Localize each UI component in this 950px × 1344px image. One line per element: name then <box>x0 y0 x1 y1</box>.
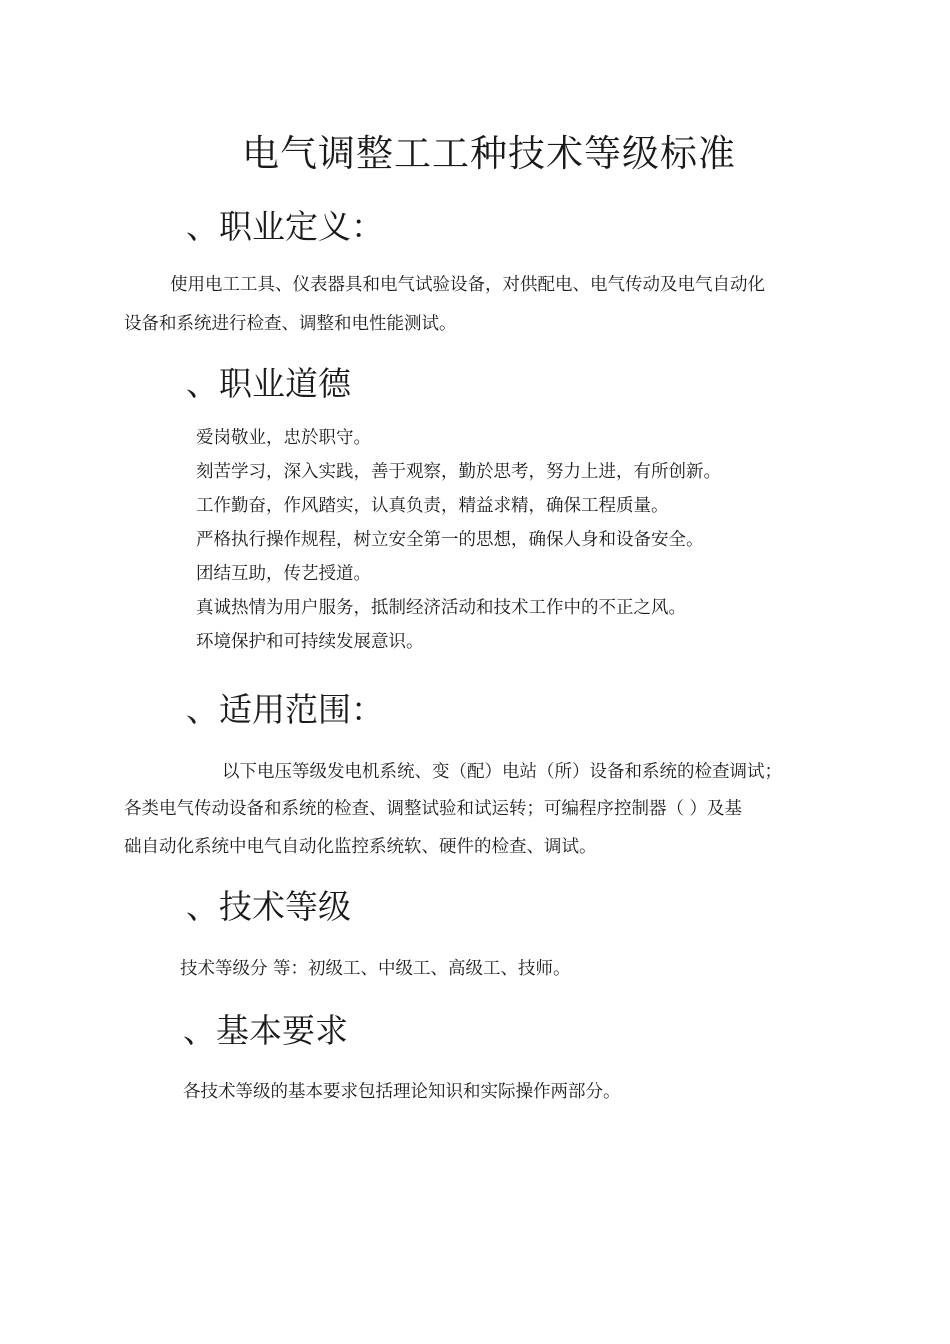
scope-line-1: 以下电压等级发电机系统、变（配）电站（所）设备和系统的检查调试； <box>222 762 782 782</box>
section-heading-definition: 、职业定义： <box>186 207 384 246</box>
grades-line-1: 技术等级分 等：初级工、中级工、高级工、技师。 <box>180 959 571 979</box>
requirements-line-1: 各技术等级的基本要求包括理论知识和实际操作两部分。 <box>183 1082 621 1102</box>
section-heading-ethics: 、职业道德 <box>186 364 351 403</box>
section-heading-grades: 、技术等级 <box>186 887 351 926</box>
ethics-item-3: 工作勤奋，作风踏实，认真负责，精益求精，确保工程质量。 <box>196 496 669 516</box>
ethics-item-5: 团结互助，传艺授道。 <box>196 564 371 584</box>
section-heading-requirements: 、基本要求 <box>183 1011 348 1050</box>
section-heading-scope: 、适用范围： <box>186 690 384 729</box>
scope-line-3: 础自动化系统中电气自动化监控系统软、硬件的检查、调试。 <box>124 837 597 857</box>
ethics-item-6: 真诚热情为用户服务，抵制经济活动和技术工作中的不正之风。 <box>196 598 686 618</box>
ethics-item-2: 刻苦学习，深入实践，善于观察，勤於思考，努力上进，有所创新。 <box>196 462 721 482</box>
definition-line-1: 使用电工工具、仪表器具和电气试验设备，对供配电、电气传动及电气自动化 <box>170 275 765 295</box>
ethics-item-4: 严格执行操作规程，树立安全第一的思想，确保人身和设备安全。 <box>196 530 704 550</box>
definition-line-2: 设备和系统进行检查、调整和电性能测试。 <box>124 314 457 334</box>
ethics-item-1: 爱岗敬业，忠於职守。 <box>196 428 371 448</box>
ethics-item-7: 环境保护和可持续发展意识。 <box>196 632 424 652</box>
scope-line-2: 各类电气传动设备和系统的检查、调整试验和试运转；可编程序控制器（ ）及基 <box>124 799 743 819</box>
document-title: 电气调整工工种技术等级标准 <box>242 132 736 175</box>
